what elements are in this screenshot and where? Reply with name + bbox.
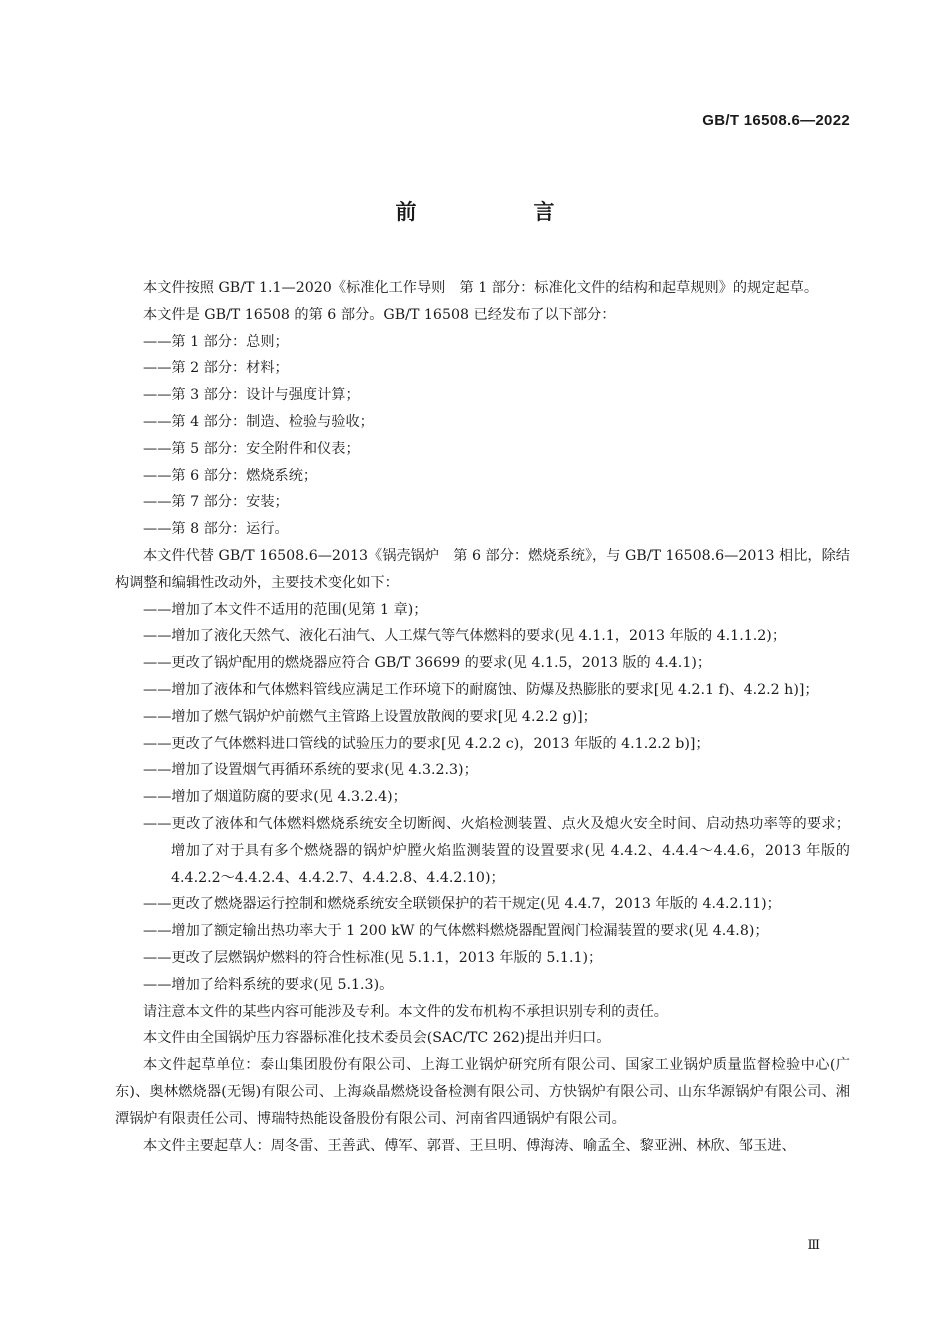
paragraph-patent-notice: 请注意本文件的某些内容可能涉及专利。本文件的发布机构不承担识别专利的责任。 (143, 1003, 668, 1020)
list-item-part: ——第 5 部分：安全附件和仪表； (143, 440, 360, 457)
list-item-part: ——第 7 部分：安装； (143, 494, 289, 511)
paragraph-drafters: 本文件主要起草人：周冬雷、王善武、傅军、郭晋、王旦明、傅海涛、喻孟全、黎亚洲、林欣、邹玉进、 (143, 1137, 796, 1154)
list-item-change: ——更改了层燃锅炉燃料的符合性标准(见 5.1.1，2013 年版的 5.1.1)； (143, 949, 603, 966)
list-item-part: ——第 2 部分：材料； (143, 360, 289, 377)
list-item-change: ——更改了燃烧器运行控制和燃烧系统安全联锁保护的若干规定(见 4.4.7，2013 年版的 4.4.2.11)； (143, 896, 781, 913)
foreword-body (115, 275, 850, 1159)
list-item-change: ——增加了给料系统的要求(见 5.1.3)。 (143, 976, 394, 993)
list-item-part: ——第 3 部分：设计与强度计算； (143, 387, 360, 404)
paragraph-drafting-rules: 本文件按照 GB/T 1.1—2020《标准化工作导则 第 1 部分：标准化文件的结构和起草规则》的规定起草。 (143, 280, 819, 296)
paragraph-proposer: 本文件由全国锅炉压力容器标准化技术委员会(SAC/TC 262)提出并归口。 (143, 1030, 611, 1047)
standard-code: GB/T 16508.6—2022 (702, 112, 850, 129)
list-item-change: ——增加了燃气锅炉炉前燃气主管路上设置放散阀的要求[见 4.2.2 g)]； (143, 708, 597, 725)
list-item-change: ——增加了设置烟气再循环系统的要求(见 4.3.2.3)； (143, 762, 478, 779)
paragraph-replacement: 本文件代替 GB/T 16508.6—2013《锅壳锅炉 第 6 部分：燃烧系统》，与 GB/T 16508.6—2013 相比，除结构调整和编辑性改动外，主要技术变化如下： (115, 547, 850, 591)
paragraph-drafting-units: 本文件起草单位：泰山集团股份有限公司、上海工业锅炉研究所有限公司、国家工业锅炉质量监督检验中心(广东)、奥林燃烧器(无锡)有限公司、上海焱晶燃烧设备检测有限公司、方快锅炉有限公司、山东华源锅炉有限公司、湘潭锅炉有限责任公司、博瑞特热能设备股份有限公司、河南省四通锅炉有限公司。 (115, 1057, 850, 1127)
list-item-part: ——第 1 部分：总则； (143, 333, 289, 350)
list-item-part: ——第 4 部分：制造、检验与验收； (143, 413, 374, 430)
list-item-part: ——第 6 部分：燃烧系统； (143, 467, 318, 484)
list-item-change: ——增加了额定输出热功率大于 1 200 kW 的气体燃料燃烧器配置阀门检漏装置的要求(见 4.4.8)； (143, 923, 769, 940)
page-number: Ⅲ (807, 1238, 820, 1253)
list-item-change: ——增加了液化天然气、液化石油气、人工煤气等气体燃料的要求(见 4.1.1，2013 年版的 4.1.1.2)； (143, 628, 787, 645)
page-title: 前 言 (395, 199, 603, 224)
list-item-change: ——更改了液体和气体燃料燃烧系统安全切断阀、火焰检测装置、点火及熄火安全时间、启动热功率等的要求；增加了对于具有多个燃烧器的锅炉炉膛火焰监测装置的设置要求(见 4.4.2、4.4.4～4.4.6，2013 年版的 4.4.2.2～4.4.2.4、4.4.2.7、4.4.2.8、4.4.2.10)； (143, 815, 850, 886)
paragraph-series-parts: 本文件是 GB/T 16508 的第 6 部分。GB/T 16508 已经发布了以下部分： (143, 306, 616, 323)
list-item-change: ——增加了液体和气体燃料管线应满足工作环境下的耐腐蚀、防爆及热膨胀的要求[见 4.2.1 f)、4.2.2 h)]； (143, 681, 819, 698)
list-item-change: ——更改了锅炉配用的燃烧器应符合 GB/T 36699 的要求(见 4.1.5，2013 版的 4.4.1)； (143, 655, 712, 672)
list-item-part: ——第 8 部分：运行。 (143, 521, 289, 538)
list-item-change: ——更改了气体燃料进口管线的试验压力的要求[见 4.2.2 c)，2013 年版的 4.1.2.2 b)]； (143, 735, 710, 752)
list-item-change: ——增加了本文件不适用的范围(见第 1 章)； (143, 601, 428, 618)
list-item-change: ——增加了烟道防腐的要求(见 4.3.2.4)； (143, 789, 407, 806)
